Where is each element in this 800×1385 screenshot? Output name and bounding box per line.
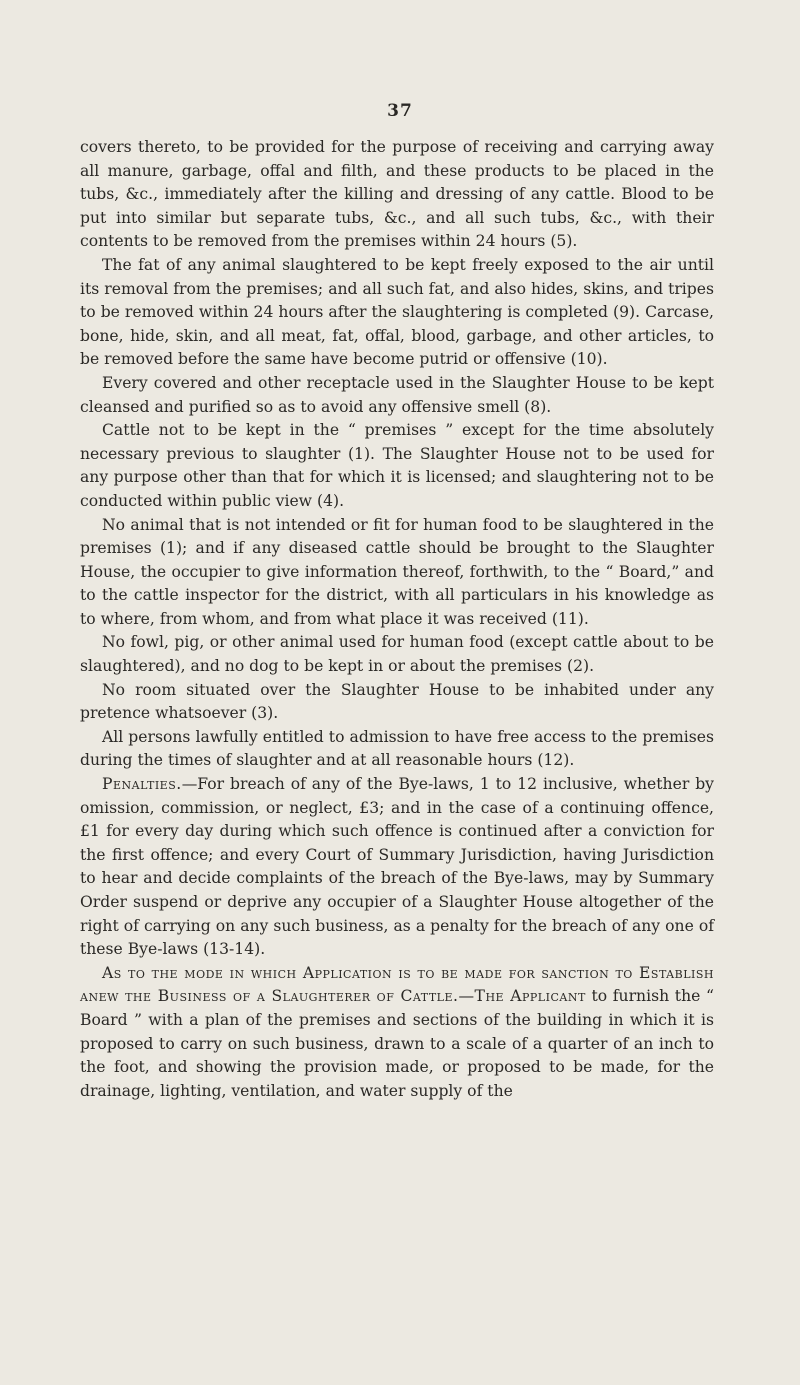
penalties-heading: Penalties. (102, 775, 182, 794)
application-paragraph (80, 962, 714, 1104)
paragraph: Every covered and other receptacle used in the Slaughter House to be kept cleansed and purified so as to avoid any offensive smell (8). (80, 373, 714, 416)
paragraph: All persons lawfully entitled to admission to have free access to the premises during the times of slaughter and at all reasonable hours (12). (80, 727, 714, 770)
page-number: 37 (387, 101, 413, 121)
paragraph-continued: covers thereto, to be provided for the purpose of receiving and carrying away all manure, garbage, offal and filth, and these products to be placed in the tubs, &c., immediately after the killing and dressing of any cattle. Blood to be put into similar but separate tubs, &c., and all such tubs, &c., with their contents to be removed from the premises within 24 hours (5). (80, 138, 714, 251)
applicant-term: —The Applicant (458, 987, 586, 1006)
paragraph: No room situated over the Slaughter House to be inhabited under any pretence whatsoever (3). (80, 680, 714, 723)
paragraph: Cattle not to be kept in the “ premises ” except for the time absolutely necessary previous to slaughter (1). The Slaughter House not to be used for any purpose other than that for which it is licensed; and slaughtering not to be conducted within public view (4). (80, 421, 714, 510)
paragraph: No animal that is not intended or fit for human food to be slaughtered in the premises (1); and if any diseased cattle should be brought to the Slaughter House, the occupier to give information thereof, forthwith, to the “ Board,” and to the cattle inspector for the district, with all particulars in his knowledge as to where, from whom, and from what place it was received (11). (80, 515, 714, 628)
paragraph: The fat of any animal slaughtered to be kept freely exposed to the air until its removal from the premises; and all such fat, and also hides, skins, and tripes to be removed within 24 hours after the slaughtering is completed (9). Carcase, bone, hide, skin, and all meat, fat, offal, blood, garbage, and other articles, to be removed before the same have become putrid or offensive (10). (80, 255, 714, 369)
application-heading: As to the mode in which Application is to be made for sanction to Establish anew the Business of a Slaughterer of Cattle. (80, 963, 714, 1006)
penalties-paragraph (80, 773, 714, 962)
penalties-text: —For breach of any of the Bye-laws, 1 to 12 inclusive, whether by omission, commission, or neglect, £3; and in the case of a continuing offence, £1 for every day during which such offence is continued after a conviction for the first offence; and every Court of Summary Jurisdiction, having Jurisdiction to hear and decide complaints of the breach of the Bye-laws, may by Summary Order suspend or deprive any occupier of a Slaughter House altogether of the right of carrying on any such business, as a penalty for the breach of any one of these Bye-laws (13-14). (80, 775, 714, 959)
page-body (80, 136, 714, 1103)
paragraph: No fowl, pig, or other animal used for human food (except cattle about to be slaughtered), and no dog to be kept in or about the premises (2). (80, 633, 714, 676)
application-text: to furnish the “ Board ” with a plan of the premises and sections of the building in which it is proposed to carry on such business, drawn to a scale of a quarter of an inch to the foot, and showing the provision made, or proposed to be made, for the drainage, lighting, ventilation, and water supply of the (80, 987, 714, 1100)
